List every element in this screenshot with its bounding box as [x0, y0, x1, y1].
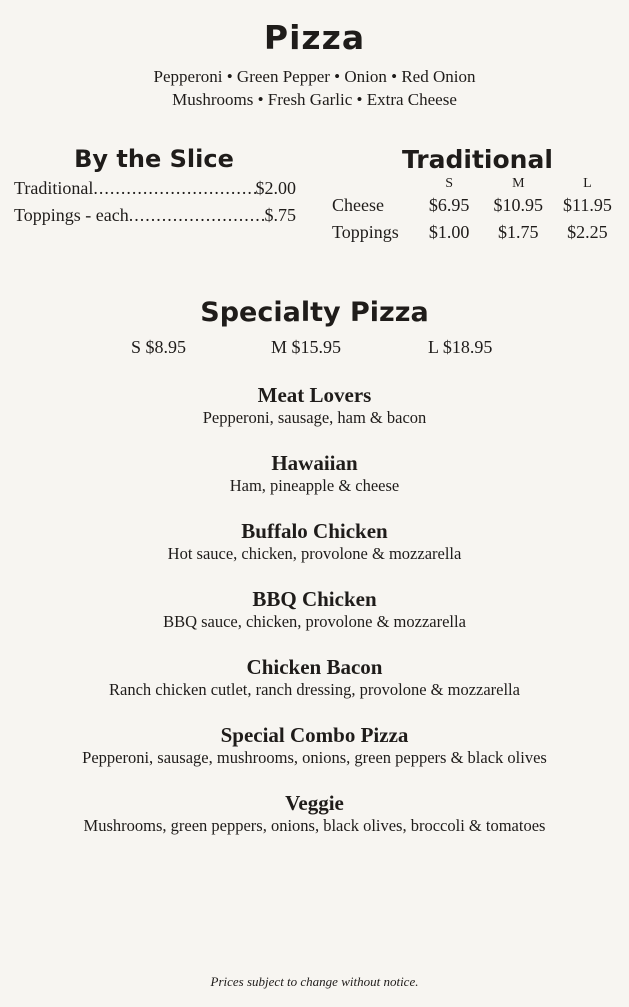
size-label: L [583, 176, 592, 191]
list-item [0, 451, 629, 519]
pizza-name: Meat Lovers [257, 383, 372, 407]
pizza-description: Mushrooms, green peppers, onions, black olives, broccoli & tomatoes [83, 816, 546, 835]
pizza-name: Hawaiian [271, 451, 358, 475]
item-price: $1.00 [428, 222, 470, 242]
pizza-description: Ranch chicken cutlet, ranch dressing, provolone & mozzarella [109, 680, 520, 699]
item-price: $2.25 [567, 222, 608, 242]
price-row [332, 219, 622, 246]
topping-line: Mushrooms • Fresh Garlic • Extra Cheese [172, 90, 457, 109]
pizza-name: BBQ Chicken [252, 587, 377, 611]
list-item [0, 383, 629, 451]
size-price: S $8.95 [131, 337, 187, 357]
pizza-name: Special Combo Pizza [220, 723, 409, 747]
dot-leader [129, 202, 265, 229]
item-label: Traditional [14, 178, 94, 198]
specialty-pizza-list [0, 383, 629, 859]
pizza-description: Pepperoni, sausage, mushrooms, onions, green peppers & black olives [82, 748, 547, 767]
item-price: $.75 [264, 205, 296, 225]
pizza-description: Ham, pineapple & cheese [229, 476, 400, 495]
item-price: $2.00 [255, 178, 296, 198]
list-item [0, 587, 629, 655]
item-price: $11.95 [563, 195, 612, 215]
by-the-slice-section [14, 145, 304, 229]
size-price: M $15.95 [271, 337, 342, 357]
size-price: L $18.95 [428, 337, 493, 357]
item-price: $1.75 [498, 222, 539, 242]
section-heading: Specialty Pizza [200, 297, 429, 328]
traditional-section [332, 145, 622, 246]
pizza-name: Chicken Bacon [246, 655, 383, 679]
size-label: M [512, 176, 525, 191]
item-price: $6.95 [428, 195, 470, 215]
list-item [0, 791, 629, 859]
size-header [332, 176, 622, 192]
price-row [14, 175, 296, 202]
price-row [332, 192, 622, 219]
pizza-description: Pepperoni, sausage, ham & bacon [202, 408, 427, 427]
footer-note: Prices subject to change without notice. [210, 974, 419, 989]
list-item [0, 519, 629, 587]
item-label: Toppings - each [14, 205, 129, 225]
list-item [0, 723, 629, 791]
pizza-description: Hot sauce, chicken, provolone & mozzarella [167, 544, 462, 563]
topping-list [0, 65, 629, 111]
section-heading: Traditional [402, 145, 553, 174]
page-title: Pizza [263, 18, 366, 57]
item-price: $10.95 [493, 195, 544, 215]
dot-leader [93, 175, 255, 202]
topping-line: Pepperoni • Green Pepper • Onion • Red Onion [153, 67, 476, 86]
item-label: Toppings [332, 222, 399, 242]
section-heading: By the Slice [74, 145, 234, 173]
specialty-sizes [0, 337, 629, 361]
size-label: S [445, 176, 454, 191]
pizza-name: Buffalo Chicken [241, 519, 388, 543]
price-row [14, 202, 296, 229]
item-label: Cheese [332, 195, 384, 215]
pizza-name: Veggie [285, 791, 344, 815]
list-item [0, 655, 629, 723]
pizza-description: BBQ sauce, chicken, provolone & mozzarella [163, 612, 466, 631]
